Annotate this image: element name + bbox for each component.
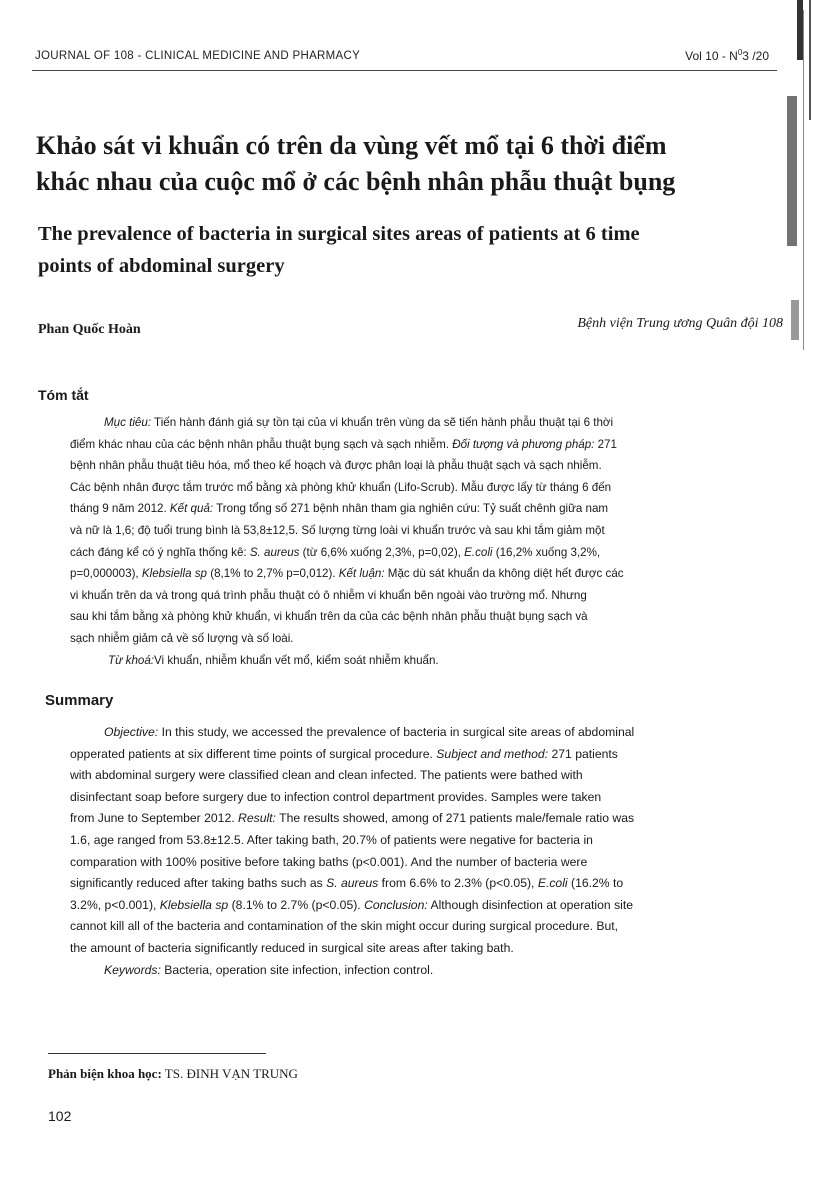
abstract-en-text: In this study, we accessed the prevalence of bacteria in surgical site areas of abdominal xyxy=(158,725,635,739)
abstract-vi-text: sạch nhiễm giảm cả về số lượng và số loài. xyxy=(70,631,294,645)
abstract-vi-text: tháng 9 năm 2012. xyxy=(70,502,170,516)
abstract-en-line xyxy=(70,938,764,960)
issue-label: 3 /20 xyxy=(742,49,769,63)
abstract-vi-text: cách đáng kể có ý nghĩa thống kê: xyxy=(70,545,250,559)
abstract-en-text: from June to September 2012. xyxy=(70,811,239,826)
abstract-vi-italic-term: Đối tượng và phương pháp: xyxy=(452,437,595,451)
affiliation: Bệnh viện Trung ương Quân đội 108 xyxy=(577,316,783,331)
abstract-en-line xyxy=(70,765,764,787)
keywords-vi xyxy=(70,650,762,672)
abstract-en-italic-term: Objective: xyxy=(104,725,159,739)
abstract-vi-lines xyxy=(70,412,762,650)
volume-sup: 0 xyxy=(737,48,743,57)
abstract-en-line xyxy=(70,830,764,852)
abstract-vi-text: (16,2% xuống 3,2%, xyxy=(492,545,601,559)
abstract-en-italic-term: E.coli xyxy=(537,876,568,891)
abstract-vi-body xyxy=(70,412,762,671)
abstract-en-text: Although disinfection at operation site xyxy=(427,897,634,912)
abstract-en-text: with abdominal surgery were classified clean and clean infected. The patients were bathed with xyxy=(70,768,583,783)
title-english xyxy=(38,218,798,282)
abstract-vi-text: Các bệnh nhân được tắm trước mổ bằng xà phòng khử khuẩn (Lifo-Scrub). Mẫu được lấy từ tháng 6 đến xyxy=(70,480,612,494)
abstract-vi-italic-term: Kết luận: xyxy=(338,567,385,581)
abstract-vi-italic-term: Mục tiêu: xyxy=(104,416,152,429)
reviewer-label: Phản biện khoa học: xyxy=(48,1066,162,1081)
abstract-en-line xyxy=(70,873,764,895)
abstract-en-text: opperated patients at six different time points of surgical procedure. xyxy=(70,746,437,761)
abstract-vi-text: p=0,000003), xyxy=(70,567,142,581)
abstract-en-italic-term: Conclusion: xyxy=(364,897,428,912)
volume-label: Vol 10 - N xyxy=(685,49,738,63)
abstract-en-italic-term: Subject and method: xyxy=(436,746,549,761)
keywords-en-label: Keywords: xyxy=(104,962,161,977)
abstract-vi-line xyxy=(70,542,762,564)
abstract-vi-line xyxy=(70,563,762,585)
abstract-vi-text: Mặc dù sát khuẩn da không diệt hết được các xyxy=(384,567,624,581)
reviewer-name: TS. ĐINH VẠN TRUNG xyxy=(161,1066,298,1081)
abstract-en-line xyxy=(70,916,764,938)
abstract-vi-text: (8,1% to 2,7% p=0,012). xyxy=(206,567,339,581)
abstract-vi-text: điểm khác nhau của các bệnh nhân phẫu thuật bụng sạch và sạch nhiễm. xyxy=(70,437,453,451)
title-en-line: points of abdominal surgery xyxy=(38,255,285,277)
title-vietnamese xyxy=(36,128,796,200)
abstract-vi-text: 271 xyxy=(594,437,617,451)
author-name: Phan Quốc Hoàn xyxy=(38,322,141,337)
abstract-en-line xyxy=(70,852,764,874)
abstract-vi-italic-term: Klebsiella sp xyxy=(141,567,207,581)
abstract-vi-line xyxy=(70,477,762,499)
abstract-vi-text: (từ 6,6% xuống 2,3%, p=0,02), xyxy=(299,545,465,559)
abstract-en-text: 3.2%, p<0.001), xyxy=(70,897,160,912)
title-vi-line: khác nhau của cuộc mổ ở các bệnh nhân phẫu thuật bụng xyxy=(36,167,676,196)
abstract-en-line xyxy=(70,808,764,830)
abstract-vi-line xyxy=(70,412,762,434)
abstract-vi-text: vi khuẩn trên da và trong quá trình phẫu thuật có ô nhiễm vi khuẩn bên ngoài vào trường mổ. Nhưng xyxy=(70,588,587,602)
abstract-en-text: disinfectant soap before surgery due to infection control department provides. Samples were taken xyxy=(70,789,602,804)
abstract-en-text: (8.1% to 2.7% (p<0.05). xyxy=(228,897,365,912)
abstract-en-line xyxy=(70,895,764,917)
footnote-rule xyxy=(48,1053,266,1054)
abstract-en-heading: Summary xyxy=(45,692,114,709)
page-number: 102 xyxy=(48,1108,72,1124)
abstract-vi-italic-term: S. aureus xyxy=(249,545,300,559)
abstract-en-body xyxy=(70,722,764,981)
abstract-en-text: 271 patients xyxy=(548,746,618,761)
keywords-en-text: Bacteria, operation site infection, infection control. xyxy=(160,962,434,977)
abstract-vi-line xyxy=(70,520,762,542)
volume-issue xyxy=(685,48,769,63)
abstract-en-text: comparation with 100% positive before taking baths (p<0.001). And the number of bacteria were xyxy=(70,854,588,869)
abstract-vi-line xyxy=(70,628,762,650)
abstract-vi-line xyxy=(70,606,762,628)
title-vi-line: Khảo sát vi khuẩn có trên da vùng vết mổ tại 6 thời điểm xyxy=(36,131,667,160)
abstract-en-text: cannot kill all of the bacteria and contamination of the skin might occur during surgical procedure. But, xyxy=(70,919,619,934)
abstract-en-italic-term: S. aureus xyxy=(326,876,379,891)
header-rule xyxy=(32,70,777,71)
abstract-vi-text: Trong tổng số 271 bệnh nhân tham gia nghiên cứu: Tỷ suất chênh giữa nam xyxy=(213,502,609,516)
abstract-en-text: The results showed, among of 271 patients male/female ratio was xyxy=(275,811,635,826)
abstract-vi-italic-term: Kết quả: xyxy=(169,502,214,516)
journal-name: JOURNAL OF 108 - CLINICAL MEDICINE AND PHARMACY xyxy=(35,50,361,62)
abstract-vi-text: Tiến hành đánh giá sự tồn tại của vi khuẩn trên vùng da sẽ tiến hành phẫu thuật tại 6 thời xyxy=(151,416,614,429)
abstract-en-line xyxy=(70,787,764,809)
abstract-en-italic-term: Result: xyxy=(238,811,276,826)
title-en-line: The prevalence of bacteria in surgical sites areas of patients at 6 time xyxy=(38,223,640,245)
abstract-en-line xyxy=(70,744,764,766)
abstract-vi-italic-term: E.coli xyxy=(464,545,493,559)
abstract-vi-line xyxy=(70,455,762,477)
abstract-en-italic-term: Klebsiella sp xyxy=(159,897,229,912)
abstract-vi-line xyxy=(70,434,762,456)
abstract-vi-line xyxy=(70,498,762,520)
abstract-vi-text: và nữ là 1,6; độ tuổi trung bình là 53,8±12,5. Số lượng từng loài vi khuẩn trước và sau khi tắm giảm một xyxy=(70,523,605,537)
keywords-vi-label: Từ khoá: xyxy=(108,653,155,667)
keywords-vi-text: Vi khuẩn, nhiễm khuẩn vết mổ, kiểm soát nhiễm khuẩn. xyxy=(154,653,439,667)
abstract-en-lines xyxy=(70,722,764,960)
abstract-en-text: from 6.6% to 2.3% (p<0.05), xyxy=(378,876,538,891)
abstract-vi-text: bệnh nhân phẫu thuật tiêu hóa, mổ theo kế hoạch và được phân loại là phẫu thuật sạch và sạch nhiễm. xyxy=(70,459,602,473)
abstract-vi-heading: Tóm tắt xyxy=(38,387,89,403)
abstract-en-text: 1.6, age ranged from 53.8±12.5. After taking bath, 20.7% of patients were negative for bacteria in xyxy=(70,832,593,847)
keywords-en xyxy=(70,960,764,982)
abstract-en-text: significantly reduced after taking baths such as xyxy=(70,876,327,891)
abstract-vi-line xyxy=(70,585,762,607)
reviewer-note xyxy=(48,1066,298,1082)
abstract-en-text: the amount of bacteria significantly reduced in surgical site areas after taking bath. xyxy=(70,940,514,955)
abstract-vi-text: sau khi tắm bằng xà phòng khử khuẩn, vi khuẩn trên da của các bệnh nhân phẫu thuật bụng sạch và xyxy=(70,610,588,624)
abstract-en-text: (16.2% to xyxy=(567,876,624,891)
abstract-en-line xyxy=(70,722,764,744)
